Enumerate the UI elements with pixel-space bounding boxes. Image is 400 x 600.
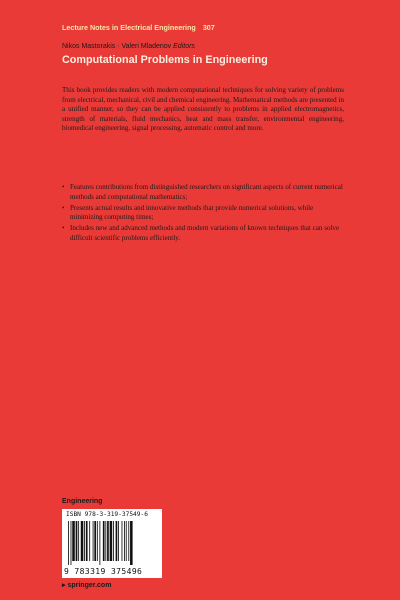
series-volume: 307 [202, 23, 215, 32]
barcode-bar [86, 521, 88, 561]
barcode-bar [81, 521, 84, 561]
barcode-bar [71, 521, 72, 565]
editors-role: Editors [173, 43, 195, 50]
barcode-bar [130, 521, 133, 565]
barcode-bar [118, 521, 119, 561]
barcode-bar [97, 521, 98, 561]
bullet-icon: • [62, 183, 65, 191]
barcode-number: 9 783319 375496 [64, 567, 143, 576]
isbn-label: ISBN 978-3-319-37549-6 [66, 511, 148, 518]
barcode-bar [107, 521, 109, 561]
barcode-bar [126, 521, 127, 561]
series-line [62, 23, 215, 32]
barcode-bar [78, 521, 79, 561]
book-title: Computational Problems in Engineering [62, 54, 268, 66]
subject-category: Engineering [62, 498, 103, 505]
barcode-bar [103, 521, 105, 561]
barcode-bar [113, 521, 114, 561]
barcode-bar [89, 521, 90, 561]
feature-item: • Presents actual results and innovative methods that provide numerical solutions, while minimizing computing times; [62, 203, 314, 222]
barcode-bar [110, 521, 113, 561]
barcode-bar [84, 521, 85, 561]
barcode-bar [99, 521, 100, 565]
publisher-website: ▸ springer.com [62, 582, 112, 589]
barcode-bar [105, 521, 106, 561]
barcode-panel [62, 509, 162, 578]
barcode-bar [72, 521, 75, 561]
bullet-icon: • [62, 203, 65, 212]
barcode-image [68, 521, 156, 565]
series-name: Lecture Notes in Electrical Engineering [62, 23, 196, 32]
barcode-bar [68, 521, 69, 565]
editor-names: Nikos Mastorakis · Valeri Mladenov [62, 43, 172, 50]
barcode-bar [124, 521, 125, 561]
barcode-bar [122, 521, 123, 561]
barcode-bar [76, 521, 78, 561]
barcode-bar [116, 521, 118, 561]
barcode-bar [94, 521, 96, 561]
feature-item: • Features contributions from distinguished researchers on significant aspects of current numerical methods and computational mathematics; [62, 183, 343, 201]
feature-list [62, 183, 344, 245]
book-description: This book provides readers with modern computational techniques for solving variety of problems from electrical, mechanical, civil and chemical engineering. Mathematical methods are presented in a unified manner, so they can be applied consistently to problems in applied electromagnetics, strength of materials, fluid mechanics, heat and mass transfer, environmental engineering, biomedical engineering, signal processing, automatic control and more. [62, 86, 344, 133]
barcode-bar [128, 521, 129, 561]
editors-line [62, 43, 195, 50]
barcode-bar [93, 521, 94, 561]
feature-item: • Includes new and advanced methods and modern variations of known techniques that can solve difficult scientific problems efficiently. [62, 224, 340, 242]
bullet-icon: • [62, 224, 65, 233]
